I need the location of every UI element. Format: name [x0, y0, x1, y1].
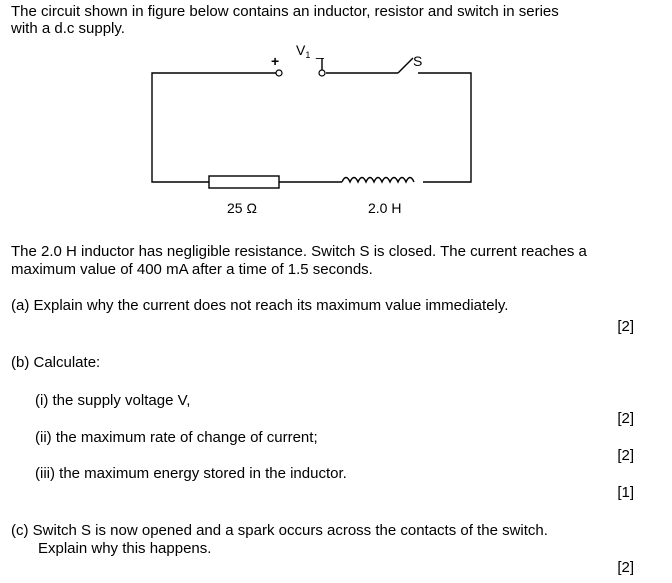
- intro-line-1: The circuit shown in figure below contains an inductor, resistor and switch in series: [11, 3, 559, 20]
- statement-line-1: The 2.0 H inductor has negligible resistance. Switch S is closed. The current reaches a: [11, 243, 587, 260]
- wire-right: [418, 73, 471, 182]
- question-a-marks: [2]: [617, 318, 634, 335]
- question-c-line-2: Explain why this happens.: [38, 540, 212, 557]
- plus-label: +: [271, 53, 280, 69]
- inductor-coil: [342, 178, 414, 183]
- inductor-label: 2.0 H: [368, 200, 402, 216]
- resistor-label: 25 Ω: [227, 200, 257, 216]
- question-b-iii-marks: [1]: [617, 484, 634, 501]
- switch-label: S: [413, 53, 423, 69]
- question-b-iii: (iii) the maximum energy stored in the inductor.: [35, 465, 347, 482]
- question-b-i: (i) the supply voltage V,: [35, 392, 191, 409]
- minus-label: _: [316, 43, 324, 59]
- question-b: (b) Calculate:: [11, 354, 101, 371]
- question-c-line-1: (c) Switch S is now opened and a spark occurs across the contacts of the switch.: [11, 522, 548, 539]
- question-a: (a) Explain why the current does not reach its maximum value immediately.: [11, 297, 509, 314]
- wire-left: [152, 73, 277, 182]
- supply-label: $V_1$: [296, 42, 311, 60]
- statement-line-2: maximum value of 400 mA after a time of 1.5 seconds.: [11, 261, 373, 278]
- question-c-marks: [2]: [617, 559, 634, 576]
- question-b-ii-marks: [2]: [617, 447, 634, 464]
- plus-terminal: [276, 70, 282, 76]
- minus-terminal: [319, 70, 325, 76]
- switch-blade: [398, 58, 413, 73]
- question-b-i-marks: [2]: [617, 410, 634, 427]
- resistor: [209, 176, 279, 188]
- intro-line-2: with a d.c supply.: [11, 20, 125, 37]
- question-b-ii: (ii) the maximum rate of change of current;: [35, 429, 318, 446]
